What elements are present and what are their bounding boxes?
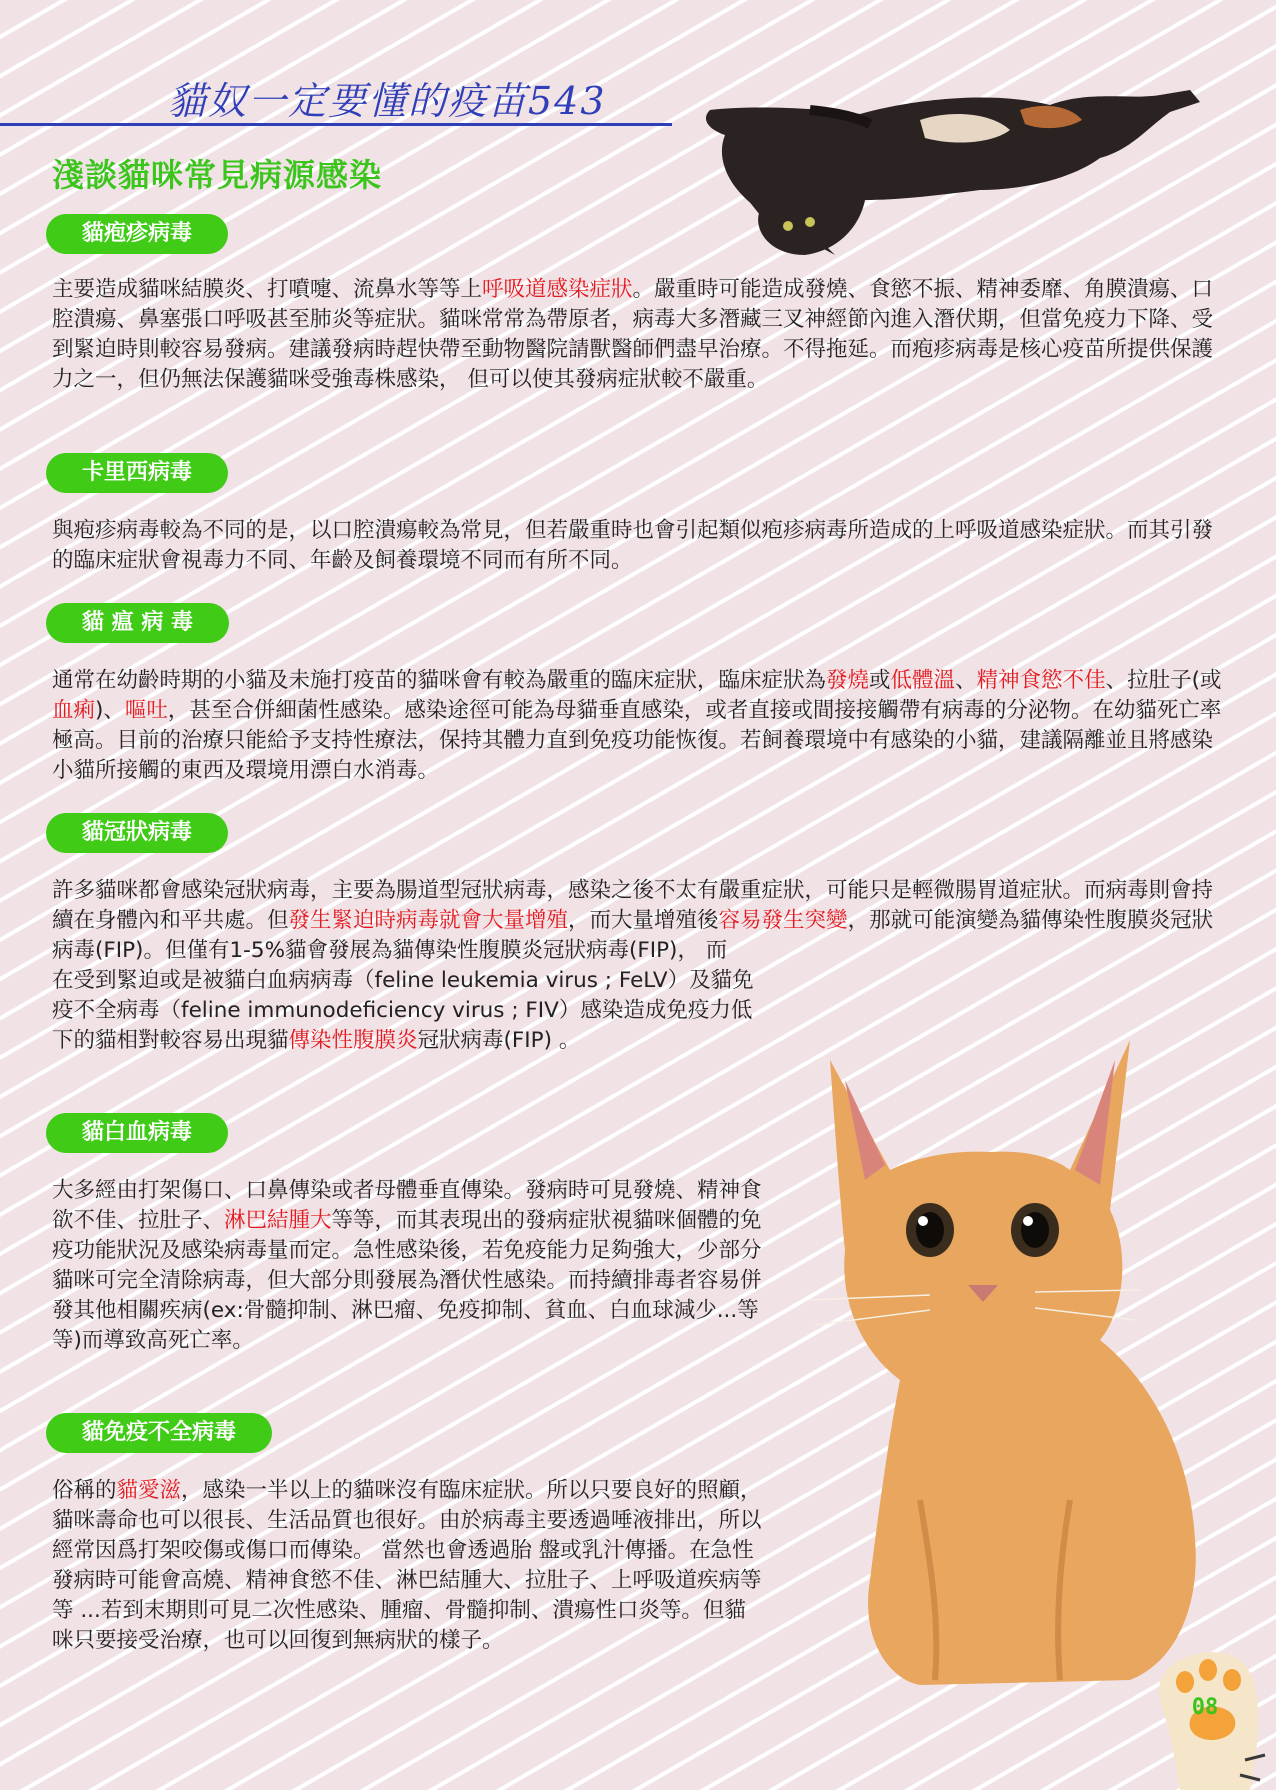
page-number: 08 <box>1191 1695 1219 1720</box>
section-body-herpesvirus: 主要造成貓咪結膜炎、打噴嚏、流鼻水等等上呼吸道感染症狀。嚴重時可能造成發燒、食慾不振、精神委靡、角膜潰瘍、口腔潰瘍、鼻塞張口呼吸甚至肺炎等症狀。貓咪常常為帶原者，病毒大多潛藏三叉神經節內進入潛伏期，但當免疫力下降、受到緊迫時則較容易發病。建議發病時趕快帶至動物醫院請獸醫師們盡早治療。不得拖延。而疱疹病毒是核心疫苗所提供保護力之一，但仍無法保護貓咪受強毒株感染， 但可以使其發病症狀較不嚴重。 <box>52 277 1214 392</box>
section-pill-fiv: 貓免疫不全病毒 <box>46 1413 272 1453</box>
section-body-coronavirus: 許多貓咪都會感染冠狀病毒，主要為腸道型冠狀病毒，感染之後不太有嚴重症狀，可能只是輕微腸胃道症狀。而病毒則會持續在身體內和平共處。但發生緊迫時病毒就會大量增殖，而大量增殖後容易發生突變，那就可能演變為貓傳染性腹膜炎冠狀病毒(FIP)。但僅有1-5%貓會發展為貓傳染性腹膜炎冠狀病毒(FIP)， 而 <box>52 878 1214 963</box>
section-pill-coronavirus: 貓冠狀病毒 <box>46 813 228 853</box>
section-body-panleukopenia: 通常在幼齡時期的小貓及未施打疫苗的貓咪會有較為嚴重的臨床症狀，臨床症狀為發燒或低體溫、精神食慾不佳、拉肚子(或血痢)、嘔吐，甚至合併細菌性感染。感染途徑可能為母貓垂直感染，或者直接或間接接觸帶有病毒的分泌物。在幼貓死亡率極高。目前的治療只能給予支持性療法，保持其體力直到免疫功能恢復。若飼養環境中有感染的小貓，建議隔離並且將感染小貓所接觸的東西及環境用漂白水消毒。 <box>52 668 1222 783</box>
main-heading: 淺談貓咪常見病源感染 <box>52 156 383 194</box>
section-body-felv: 大多經由打架傷口、口鼻傳染或者母體垂直傳染。發病時可見發燒、精神食欲不佳、拉肚子、淋巴結腫大等等，而其表現出的發病症狀視貓咪個體的免疫功能狀況及感染病毒量而定。急性感染後，若免疫能力足夠強大，少部分貓咪可完全清除病毒，但大部分則發展為潛伏性感染。而持續排毒者容易併發其他相關疾病(ex:骨髓抑制、淋巴瘤、免疫抑制、貧血、白血球減少...等等)而導致高死亡率。 <box>52 1178 762 1353</box>
lying-cat-image <box>690 50 1210 260</box>
section-pill-calicivirus: 卡里西病毒 <box>46 453 228 493</box>
section-body-coronavirus-continued: 在受到緊迫或是被貓白血病病毒（feline leukemia virus ; FeLV）及貓免疫不全病毒（feline immunodeficiency virus ; FIV）感染造成免疫力低下的貓相對較容易出現貓傳染性腹膜炎冠狀病毒(FIP) 。 <box>52 968 754 1053</box>
page-title: 貓奴一定要懂的疫苗543 <box>168 79 607 123</box>
section-pill-panleukopenia: 貓 瘟 病 毒 <box>46 603 229 643</box>
section-body-fiv: 俗稱的貓愛滋，感染一半以上的貓咪沒有臨床症狀。所以只要良好的照顧，貓咪壽命也可以很長、生活品質也很好。由於病毒主要透過唾液排出，所以經常因爲打架咬傷或傷口而傳染。 當然也會透過胎 盤或乳汁傳播。在急性發病時可能會高燒、精神食慾不佳、淋巴結腫大、拉肚子、上呼吸道疾病等等 ...若到末期則可見二次性感染、腫瘤、骨髓抑制、潰瘍性口炎等。但貓咪只要接受治療，也可以回復到無病狀的樣子。 <box>52 1478 762 1653</box>
section-body-calicivirus: 與疱疹病毒較為不同的是，以口腔潰瘍較為常見，但若嚴重時也會引起類似疱疹病毒所造成的上呼吸道感染症狀。而其引發的臨床症狀會視毒力不同、年齡及飼養環境不同而有所不同。 <box>52 518 1214 573</box>
title-underline <box>0 123 672 126</box>
section-pill-herpesvirus: 貓疱疹病毒 <box>46 214 228 254</box>
section-pill-felv: 貓白血病毒 <box>46 1113 228 1153</box>
sitting-cat-image <box>770 980 1240 1690</box>
